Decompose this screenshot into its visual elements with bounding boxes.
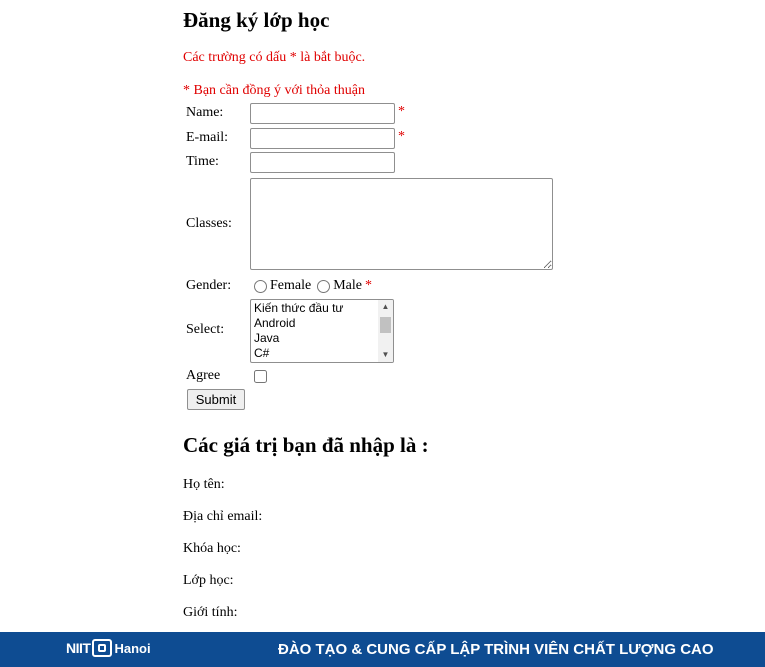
classes-textarea[interactable] [250,178,553,270]
required-note: Các trường có dấu * là bắt buộc. [183,50,366,65]
time-label: Time: [186,154,219,169]
result-email: Địa chỉ email: [183,509,263,524]
agree-checkbox[interactable] [254,370,267,383]
email-input[interactable] [250,128,395,149]
gender-radio-group [254,278,372,294]
logo-city: Hanoi [114,640,151,656]
result-course: Khóa học: [183,541,241,556]
select-option[interactable]: Android [254,316,296,330]
course-select-list[interactable] [250,299,394,363]
time-input[interactable] [250,152,395,173]
scrollbar-thumb[interactable] [380,317,391,333]
select-option[interactable]: Java [254,331,280,345]
email-required-mark: * [398,129,405,144]
email-label: E-mail: [186,130,228,145]
select-label: Select: [186,322,225,337]
agree-error-message: * Bạn cần đồng ý với thỏa thuận [183,83,365,98]
footer-slogan: ĐÀO TẠO & CUNG CẤP LẬP TRÌNH VIÊN CHẤT LƯỢNG CAO [278,641,714,658]
result-class: Lớp học: [183,573,234,588]
classes-label: Classes: [186,216,232,231]
gender-female-radio[interactable] [254,280,267,293]
footer-banner [0,632,765,667]
gender-male-label[interactable]: Male [333,278,362,293]
result-gender: Giới tính: [183,605,238,620]
result-name: Họ tên: [183,477,225,492]
results-title: Các giá trị bạn đã nhập là : [183,433,429,457]
select-scrollbar[interactable] [378,300,393,362]
logo-mark-icon [92,639,112,657]
gender-male-radio[interactable] [317,280,330,293]
logo-text: NIIT [66,640,91,656]
agree-label: Agree [186,368,221,383]
page-title: Đăng ký lớp học [183,8,330,32]
scroll-up-arrow-icon[interactable]: ▲ [381,302,390,311]
name-required-mark: * [398,104,405,119]
gender-female-label[interactable]: Female [270,278,312,293]
select-option[interactable]: Kiến thức đầu tư [254,301,344,315]
select-option[interactable]: C# [254,346,270,360]
gender-label: Gender: [186,278,232,293]
submit-button[interactable]: Submit [187,389,245,410]
name-label: Name: [186,105,224,120]
niit-logo [66,639,151,657]
name-input[interactable] [250,103,395,124]
scroll-down-arrow-icon[interactable]: ▼ [381,350,390,359]
gender-required-mark: * [364,278,372,293]
